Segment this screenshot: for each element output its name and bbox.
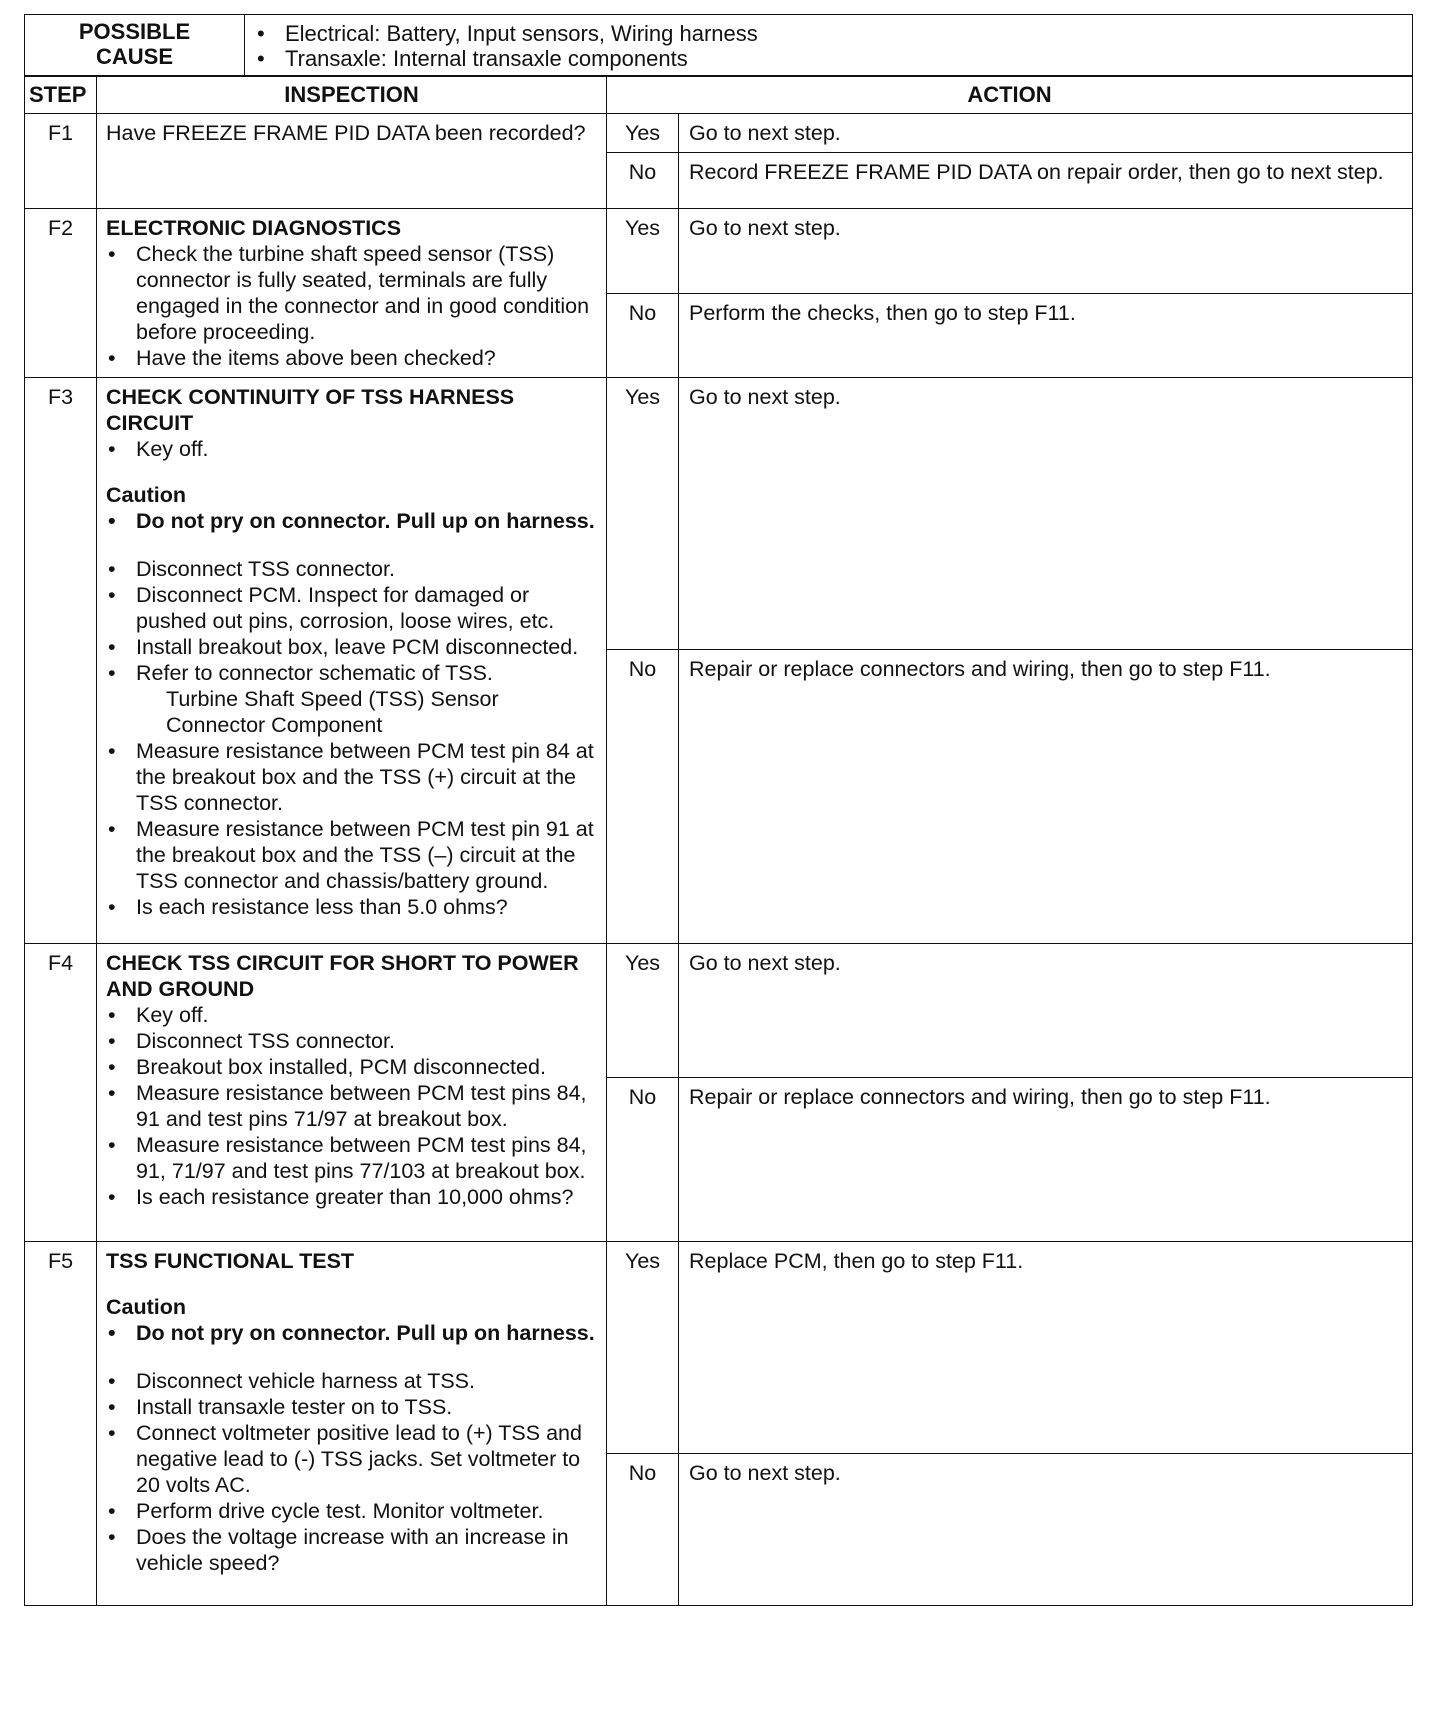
inspection-bullet: • Key off. [106, 1002, 598, 1028]
step-title: CHECK TSS CIRCUIT FOR SHORT TO POWER AND GROUND [106, 951, 579, 1001]
step-title: CHECK CONTINUITY OF TSS HARNESS CIRCUIT [106, 385, 515, 435]
inspection-bullet: • Connect voltmeter positive lead to (+) TSS and negative lead to (-) TSS jacks. Set voltmeter to 20 volts AC. [106, 1420, 598, 1498]
caution-bullet: • Do not pry on connector. Pull up on harness. [106, 1320, 598, 1346]
step-id: F4 [25, 944, 97, 1242]
inspection-bullet: • Does the voltage increase with an increase in vehicle speed? [106, 1524, 598, 1576]
step-row-f2 [25, 209, 1413, 294]
step-title: TSS FUNCTIONAL TEST [106, 1249, 355, 1273]
inspection-bullet: • Disconnect TSS connector. [106, 556, 598, 582]
inspection-bullet: • Install transaxle tester on to TSS. [106, 1394, 598, 1420]
inspection-bullet: • Measure resistance between PCM test pin 91 at the breakout box and the TSS (–) circuit at the TSS connector and chassis/battery ground. [106, 816, 598, 894]
yes-action: Go to next step. [679, 378, 1413, 650]
step-row-f3 [25, 378, 1413, 650]
step-row-f5 [25, 1242, 1413, 1454]
inspection-cell [97, 114, 607, 209]
inspection-cell [97, 209, 607, 378]
action-column-header: ACTION [607, 77, 1413, 114]
inspection-cell [97, 1242, 607, 1606]
inspection-bullet: • Have the items above been checked? [106, 345, 598, 371]
inspection-bullet: • Check the turbine shaft speed sensor (TSS) connector is fully seated, terminals are fully engaged in the connector and in good condition before proceeding. [106, 241, 598, 345]
inspection-bullet: • Is each resistance less than 5.0 ohms? [106, 894, 598, 920]
inspection-bullet: • Disconnect PCM. Inspect for damaged or pushed out pins, corrosion, loose wires, etc. [106, 582, 598, 634]
yes-label: Yes [607, 944, 679, 1078]
inspection-bullet: • Breakout box installed, PCM disconnected. [106, 1054, 598, 1080]
no-action: Go to next step. [679, 1454, 1413, 1606]
step-title: ELECTRONIC DIAGNOSTICS [106, 216, 402, 240]
yes-label: Yes [607, 114, 679, 153]
inspection-bullet: • Refer to connector schematic of TSS. [106, 660, 598, 686]
yes-action: Go to next step. [679, 209, 1413, 294]
no-action: Perform the checks, then go to step F11. [679, 293, 1413, 378]
possible-cause-list [245, 15, 1413, 76]
diagnostic-steps-table [24, 76, 1413, 1606]
inspection-bullet: • Measure resistance between PCM test pins 84, 91, 71/97 and test pins 77/103 at breakout box. [106, 1132, 598, 1184]
yes-label: Yes [607, 378, 679, 650]
inspection-bullet: • Disconnect vehicle harness at TSS. [106, 1368, 598, 1394]
possible-cause-label [25, 15, 245, 76]
step-id: F2 [25, 209, 97, 378]
inspection-bullet: • Measure resistance between PCM test pin 84 at the breakout box and the TSS (+) circuit at the TSS connector. [106, 738, 598, 816]
no-label: No [607, 293, 679, 378]
step-id: F3 [25, 378, 97, 944]
possible-cause-item: • Transaxle: Internal transaxle components [255, 46, 1402, 71]
inspection-bullet: • Is each resistance greater than 10,000 ohms? [106, 1184, 598, 1210]
inspection-bullet: • Key off. [106, 436, 598, 462]
step-id: F1 [25, 114, 97, 209]
schematic-reference: Turbine Shaft Speed (TSS) Sensor Connector Component [166, 687, 499, 737]
inspection-text: Have FREEZE FRAME PID DATA been recorded? [106, 121, 586, 145]
possible-cause-label-line1: POSSIBLE [78, 19, 191, 44]
possible-cause-item: • Electrical: Battery, Input sensors, Wiring harness [255, 21, 1402, 46]
inspection-cell [97, 378, 607, 944]
step-id: F5 [25, 1242, 97, 1606]
inspection-bullet: • Measure resistance between PCM test pins 84, 91 and test pins 71/97 at breakout box. [106, 1080, 598, 1132]
inspection-bullet: • Install breakout box, leave PCM disconnected. [106, 634, 598, 660]
possible-cause-label-line2: CAUSE [95, 44, 173, 69]
caution-label: Caution [106, 1295, 187, 1319]
caution-label: Caution [106, 483, 187, 507]
no-action: Record FREEZE FRAME PID DATA on repair order, then go to next step. [679, 153, 1413, 209]
header-row [25, 77, 1413, 114]
possible-cause-table [24, 14, 1413, 76]
yes-label: Yes [607, 209, 679, 294]
no-label: No [607, 153, 679, 209]
no-label: No [607, 1454, 679, 1606]
inspection-cell [97, 944, 607, 1242]
inspection-column-header: INSPECTION [97, 77, 607, 114]
yes-action: Go to next step. [679, 114, 1413, 153]
no-action: Repair or replace connectors and wiring, then go to step F11. [679, 650, 1413, 944]
yes-action: Replace PCM, then go to step F11. [679, 1242, 1413, 1454]
caution-bullet: • Do not pry on connector. Pull up on harness. [106, 508, 598, 534]
inspection-bullet: • Disconnect TSS connector. [106, 1028, 598, 1054]
yes-action: Go to next step. [679, 944, 1413, 1078]
no-action: Repair or replace connectors and wiring, then go to step F11. [679, 1078, 1413, 1242]
diagnostic-page [24, 14, 1412, 1606]
step-row-f4 [25, 944, 1413, 1078]
step-column-header: STEP [25, 77, 97, 114]
step-row-f1 [25, 114, 1413, 153]
no-label: No [607, 1078, 679, 1242]
inspection-bullet: • Perform drive cycle test. Monitor voltmeter. [106, 1498, 598, 1524]
yes-label: Yes [607, 1242, 679, 1454]
no-label: No [607, 650, 679, 944]
